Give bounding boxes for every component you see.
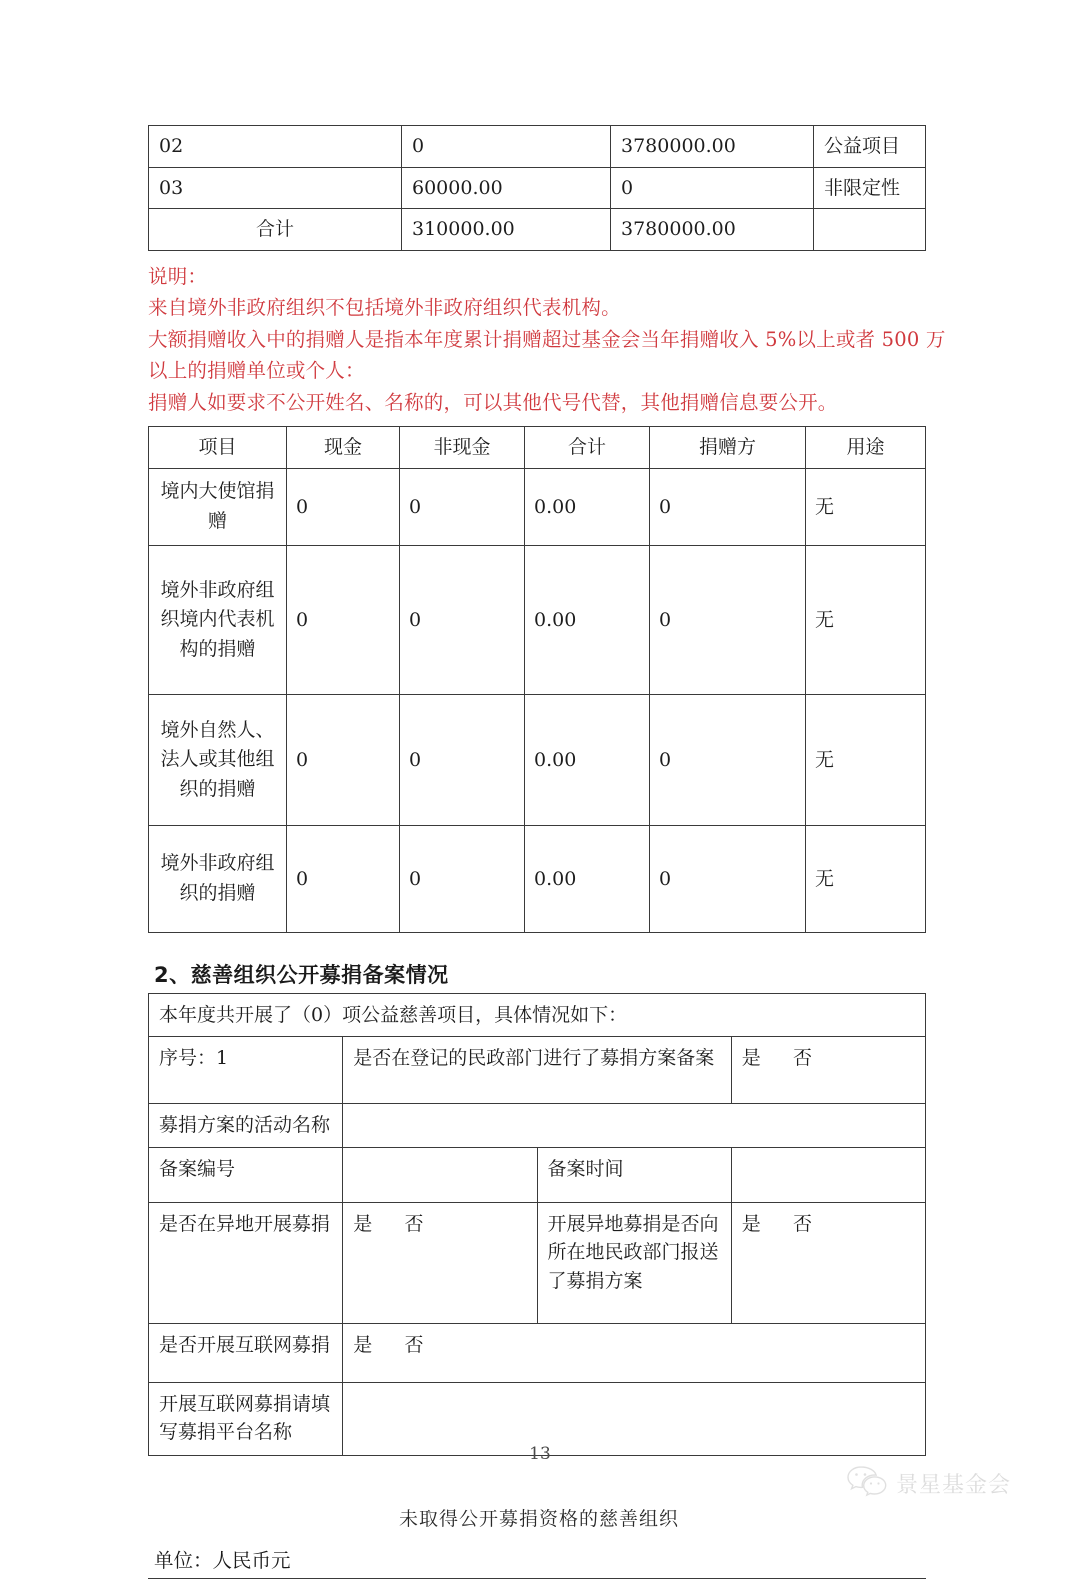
section-heading-2: 2、慈善组织公开募捐备案情况 <box>154 962 449 987</box>
header-donor: 捐赠方 <box>650 427 806 469</box>
note-line-4: 捐赠人如要求不公开姓名、名称的，可以其他代号代替，其他捐赠信息要公开。 <box>148 390 838 414</box>
cell-no: 03 <box>149 167 402 209</box>
cell-filing-question: 是否在登记的民政部门进行了募捐方案备案 <box>343 1037 732 1104</box>
table-row <box>149 825 926 932</box>
table-row <box>149 545 926 694</box>
cell-cash: 0 <box>287 545 400 694</box>
table-row <box>149 694 926 825</box>
cell-item: 境外非政府组织境内代表机构的捐赠 <box>149 545 287 694</box>
cell-item: 境外非政府组织的捐赠 <box>149 825 287 932</box>
cell-filing-answer[interactable]: 是 否 <box>731 1037 925 1104</box>
table-row <box>149 1202 926 1323</box>
cell-cash: 0 <box>287 468 400 545</box>
cell-donor: 0 <box>650 694 806 825</box>
table-row-total <box>149 209 926 251</box>
cell-use: 无 <box>806 545 926 694</box>
note-line-1: 来自境外非政府组织不包括境外非政府组织代表机构。 <box>148 296 621 320</box>
header-cash: 现金 <box>287 427 400 469</box>
cell-noncash: 0 <box>611 167 814 209</box>
cell-donor: 0 <box>650 545 806 694</box>
cell-total: 0.00 <box>525 694 650 825</box>
cell-cash: 0 <box>287 694 400 825</box>
cell-filing-no-label: 备案编号 <box>149 1147 343 1202</box>
cell-total: 0.00 <box>525 468 650 545</box>
cell-item: 境外自然人、法人或其他组织的捐赠 <box>149 694 287 825</box>
cell-internet-label: 是否开展互联网募捐 <box>149 1323 343 1382</box>
table-row <box>149 1323 926 1382</box>
page-number: 13 <box>529 1444 551 1464</box>
cell-offsite-label: 是否在异地开展募捐 <box>149 1202 343 1323</box>
cell-serial: 序号：1 <box>149 1037 343 1104</box>
table-row <box>149 167 926 209</box>
cell-noncash: 0 <box>400 545 525 694</box>
bottom-unit-label: 单位：人民币元 <box>154 1548 291 1572</box>
cell-noncash: 0 <box>400 825 525 932</box>
cell-total: 0.00 <box>525 825 650 932</box>
header-item: 项目 <box>149 427 287 469</box>
cell-total-cash: 310000.00 <box>402 209 611 251</box>
explanatory-note <box>148 261 946 419</box>
page-content <box>148 125 946 1579</box>
cell-item: 境内大使馆捐赠 <box>149 468 287 545</box>
cell-total-noncash: 3780000.00 <box>611 209 814 251</box>
cell-purpose: 公益项目 <box>814 126 926 168</box>
cell-noncash: 3780000.00 <box>611 126 814 168</box>
header-use: 用途 <box>806 427 926 469</box>
overseas-donation-table <box>148 426 926 933</box>
cell-cash: 60000.00 <box>402 167 611 209</box>
bottom-section-title: 未取得公开募捐资格的慈善组织 <box>398 1507 679 1530</box>
wechat-icon <box>846 1464 888 1502</box>
cell-filing-time-value[interactable] <box>731 1147 925 1202</box>
cell-donor: 0 <box>650 468 806 545</box>
donation-continuation-table <box>148 125 926 251</box>
fundraising-filing-table <box>148 993 926 1456</box>
table-row-summary <box>149 993 926 1037</box>
note-line-3: 以上的捐赠单位或个人： <box>148 359 365 383</box>
cell-summary: 本年度共开展了（0）项公益慈善项目，具体情况如下： <box>149 993 926 1037</box>
table-row <box>149 1147 926 1202</box>
watermark <box>846 1464 1011 1502</box>
cell-use: 无 <box>806 825 926 932</box>
cell-use: 无 <box>806 694 926 825</box>
bottom-section <box>148 1504 930 1579</box>
table-header-row <box>149 427 926 469</box>
cell-cash: 0 <box>287 825 400 932</box>
note-line-0: 说明： <box>148 264 208 288</box>
cell-noncash: 0 <box>400 694 525 825</box>
cell-total: 0.00 <box>525 545 650 694</box>
note-line-2: 大额捐赠收入中的捐赠人是指本年度累计捐赠超过基金会当年捐赠收入 5%以上或者 500 万 <box>148 327 946 351</box>
cell-purpose: 非限定性 <box>814 167 926 209</box>
cell-donor: 0 <box>650 825 806 932</box>
table-row <box>149 126 926 168</box>
cell-filing-no-value[interactable] <box>343 1147 537 1202</box>
cell-platform-label: 开展互联网募捐请填写募捐平台名称 <box>149 1382 343 1455</box>
cell-use: 无 <box>806 468 926 545</box>
header-total: 合计 <box>525 427 650 469</box>
cell-total-purpose <box>814 209 926 251</box>
cell-filing-time-label: 备案时间 <box>537 1147 731 1202</box>
cell-noncash: 0 <box>400 468 525 545</box>
cell-plan-name-label: 募捐方案的活动名称 <box>149 1104 343 1148</box>
header-noncash: 非现金 <box>400 427 525 469</box>
table-row <box>149 1104 926 1148</box>
cell-offsite-report-answer[interactable]: 是 否 <box>731 1202 925 1323</box>
cell-cash: 0 <box>402 126 611 168</box>
cell-total-label: 合计 <box>149 209 402 251</box>
table-row <box>149 468 926 545</box>
cell-offsite-report-label: 开展异地募捐是否向所在地民政部门报送了募捐方案 <box>537 1202 731 1323</box>
cell-internet-answer[interactable]: 是 否 <box>343 1323 926 1382</box>
cell-no: 02 <box>149 126 402 168</box>
table-row <box>149 1037 926 1104</box>
cell-plan-name-value[interactable] <box>343 1104 926 1148</box>
watermark-text: 景星基金会 <box>896 1472 1012 1498</box>
cell-offsite-answer[interactable]: 是 否 <box>343 1202 537 1323</box>
